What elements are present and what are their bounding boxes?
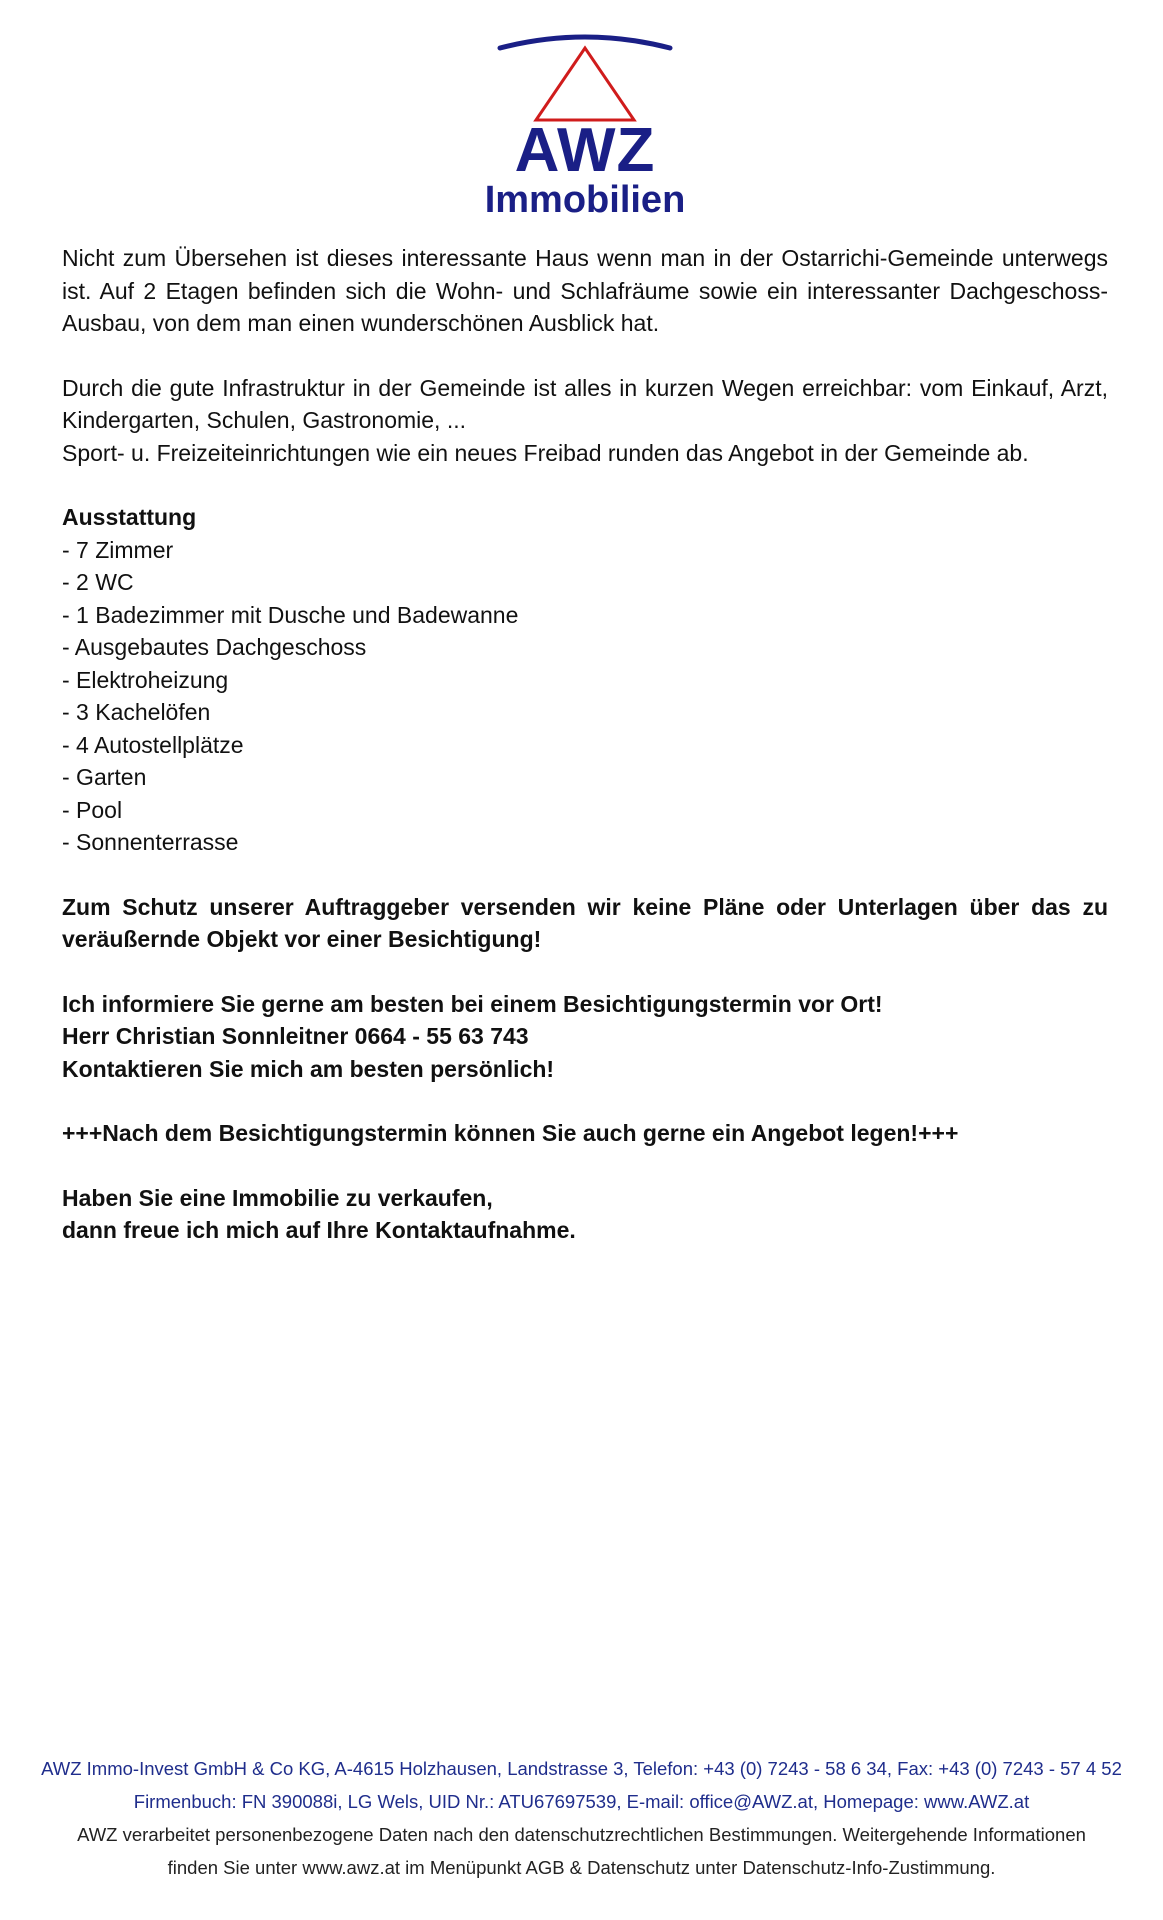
contact-line-phone: Herr Christian Sonnleitner 0664 - 55 63 743 [62,1023,529,1049]
intro-paragraph: Nicht zum Übersehen ist dieses interessante Haus wenn man in der Ostarrichi-Gemeinde unterwegs ist. Auf 2 Etagen befinden sich die Wohn- und Schlafräume sowie ein interessanter Dachgeschoss-Ausbau, von dem man einen wunderschönen Ausblick hat. [62,245,1108,336]
contact-block [62,988,1108,1086]
logo-subtitle: Immobilien [484,179,686,221]
closing-line-2: dann freue ich mich auf Ihre Kontaktaufnahme. [62,1217,576,1243]
features-heading: Ausstattung [62,504,197,530]
feature-item: - Garten [62,764,147,790]
feature-item: - Ausgebautes Dachgeschoss [62,634,367,660]
company-logo [470,30,700,220]
contact-line-visit: Ich informiere Sie gerne am besten bei einem Besichtigungstermin vor Ort! [62,990,883,1017]
listing-description [62,242,1108,1279]
feature-item: - 2 WC [62,569,134,595]
closing-line-1: Haben Sie eine Immobilie zu verkaufen, [62,1184,493,1211]
footer-registry: Firmenbuch: FN 390088i, LG Wels, UID Nr.: ATU67697539, E-mail: office@AWZ.at, Homepage: www.AWZ.at [133,1791,1030,1812]
company-footer [0,1752,1163,1884]
feature-item: - Elektroheizung [62,666,229,693]
infrastructure-paragraph [62,372,1108,470]
offer-note: +++Nach dem Besichtigungstermin können Sie auch gerne ein Angebot legen!+++ [62,1120,959,1146]
leisure-text: Sport- u. Freizeiteinrichtungen wie ein neues Freibad runden das Angebot in der Gemeinde ab. [62,439,1029,466]
footer-privacy-line-1: AWZ verarbeitet personenbezogene Daten nach den datenschutzrechtlichen Bestimmungen. Weitergehende Informationen [77,1824,1086,1845]
feature-item: - 1 Badezimmer mit Dusche und Badewanne [62,601,519,628]
features-list [62,534,1108,859]
features-section [62,501,1108,859]
feature-item: - Pool [62,796,123,823]
feature-item: - 4 Autostellplätze [62,731,244,758]
contact-line-personal: Kontaktieren Sie mich am besten persönlich! [62,1055,555,1082]
logo-brand: AWZ [514,116,656,185]
closing-block [62,1182,1108,1247]
feature-item: - Sonnenterrasse [62,829,239,855]
feature-item: - 7 Zimmer [62,536,174,563]
footer-address: AWZ Immo-Invest GmbH & Co KG, A-4615 Holzhausen, Landstrasse 3, Telefon: +43 (0) 7243 - 58 6 34, Fax: +43 (0) 7243 - 57 4 52 [41,1758,1122,1779]
footer-privacy-line-2: finden Sie unter www.awz.at im Menüpunkt AGB & Datenschutz unter Datenschutz-Info-Zustimmung. [167,1857,996,1878]
feature-item: - 3 Kachelöfen [62,699,211,725]
infrastructure-text: Durch die gute Infrastruktur in der Gemeinde ist alles in kurzen Wegen erreichbar: vom Einkauf, Arzt, Kindergarten, Schulen, Gastronomie, ... [62,374,1108,433]
privacy-notice: Zum Schutz unserer Auftraggeber versenden wir keine Pläne oder Unterlagen über das zu veräußernde Objekt vor einer Besichtigung! [62,893,1108,952]
